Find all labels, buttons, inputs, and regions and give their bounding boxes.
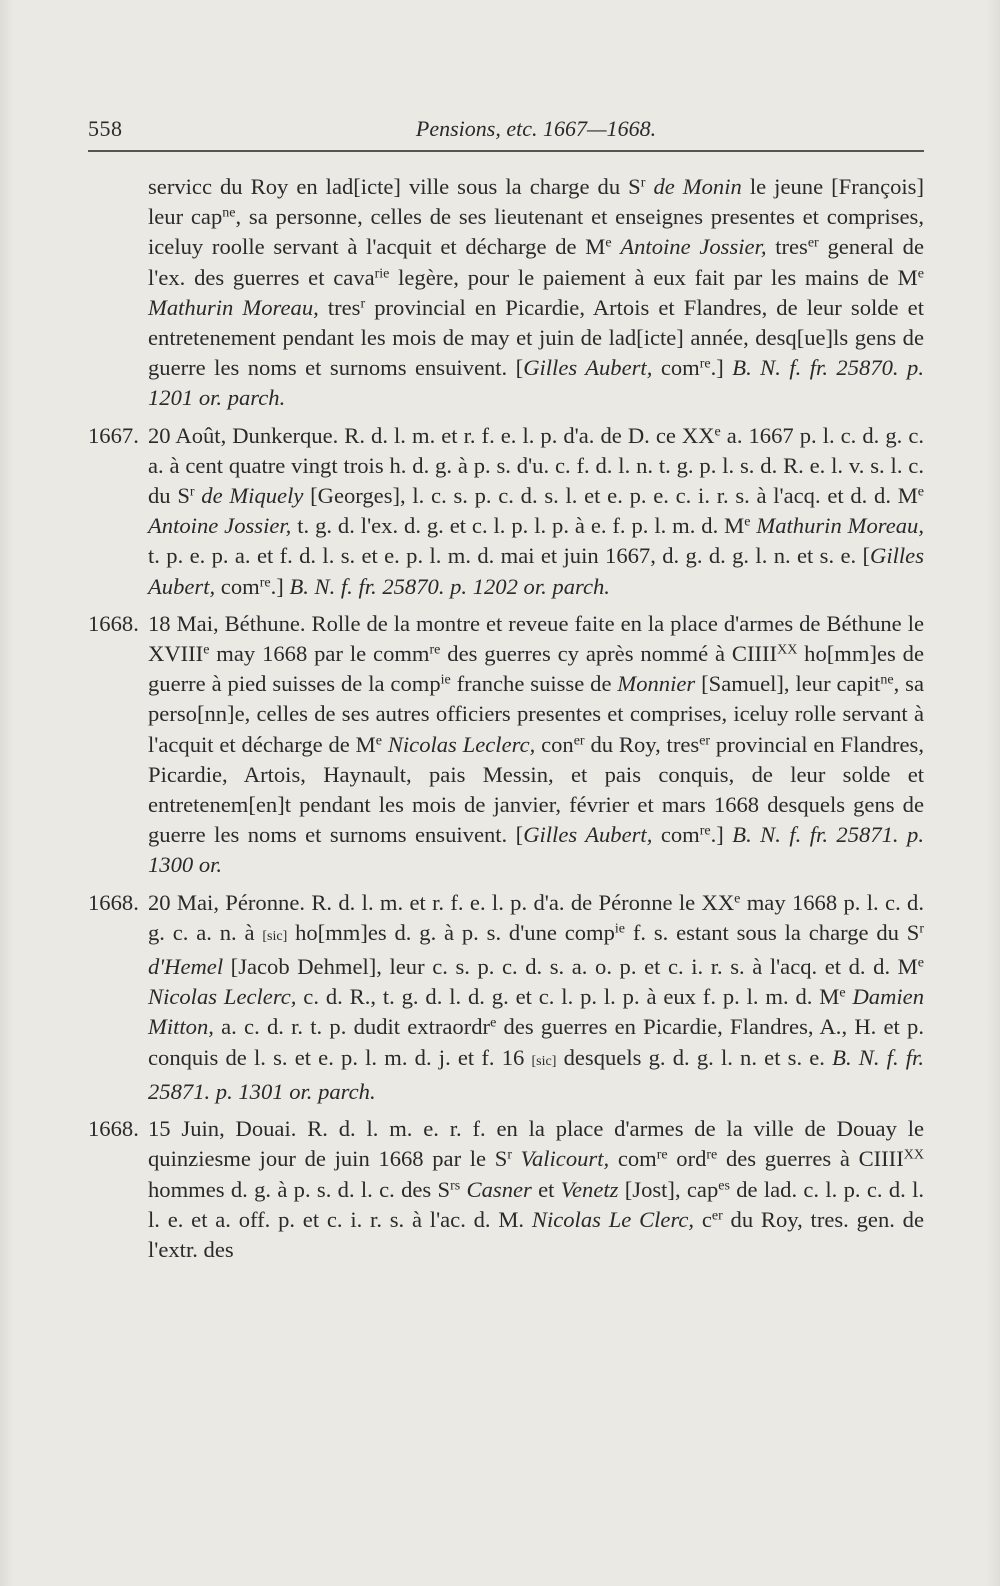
entry-1668-bethune: [88, 609, 924, 881]
entry-year: 1668.: [88, 1116, 139, 1142]
entry-year: 1668.: [88, 889, 139, 915]
header-rule: [88, 150, 924, 152]
entry-1668-douai: [88, 1114, 924, 1265]
entry-text: 20 Mai, Péronne. R. d. l. m. et r. f. e. l. p. d'a. de Péronne le XXe may 1668 p. l. c. d. g. c. a. n. à [sic] ho[mm]es d. g. à p. s. d'une comp$^{ie}$ f. s. estant sous la charge du $S^r$ d'Hemel [Jacob Dehmel], leur c. s. p. c. d. s. a. o. p. et c. i. r. s. à l'acq. et d. d. Me Nicolas Leclerc, c. d. R., t. g. d. l. d. g. et c. l. p. l. p. à eux f. p. l. m. d. Me Damien Mitton, a. c. d. r. t. p. dudit extraordr$^e$ des guerres en Picardie, Flandres, A., H. et p. conquis de l. s. et e. p. l. m. d. j. et f. 16 [sic] desquels g. d. g. l. n. et s. e. B. N. f. fr. 25871. p. 1301 or. parch.: [148, 889, 924, 1104]
entry-1667-dunkerque: [88, 421, 924, 602]
page-number: 558: [88, 116, 123, 141]
entry-text: 20 Août, Dunkerque. R. d. l. m. et r. f. e. l. p. d'a. de D. ce XXe a. 1667 p. l. c. d. g. c. a. à cent quatre vingt trois h. d. g. à p. s. d'u. c. f. d. l. n. t. g. p. l. s. d. R. e. l. v. s. l. c. du $S^r$ de Miquely [Georges], l. c. s. p. c. d. s. l. et e. p. e. c. i. r. s. à l'acq. et d. d. Me Antoine Jossier, t. g. d. l'ex. d. g. et c. l. p. l. p. à e. f. p. l. m. d. Me Mathurin Moreau, t. p. e. p. a. et f. d. l. s. et e. p. l. m. d. mai et juin 1667, d. g. d. g. l. n. et s. e. [Gilles Aubert, com$^{re}$.] B. N. f. fr. 25870. p. 1202 or. parch.: [148, 422, 925, 599]
entry-year: 1668.: [88, 610, 139, 636]
entry-1668-peronne: [88, 888, 924, 1107]
page-body: [88, 172, 924, 1265]
continued-paragraph: servicc du Roy en lad[icte] ville sous la charge du $S^r$ de Monin le jeune [François] leur cap$^{ne}$, sa personne, celles de ses lieutenant et enseignes presentes et comprises, iceluy roolle servant à l'acquit et décharge de Me Antoine Jossier, tres$^{er}$ general de l'ex. des guerres et cava$^{rie}$ legère, pour le paiement à eux fait par les mains de Me Mathurin Moreau, tres$^r$ provincial en Picardie, Artois et Flandres, de leur solde et entretenement pendant les mois de may et juin de lad[icte] année, desq[ue]ls gens de guerre les noms et surnoms ensuivent. [Gilles Aubert, com$^{re}$.] B. N. f. fr. 25870. p. 1201 or. parch.: [148, 174, 924, 411]
entry-text: 15 Juin, Douai. R. d. l. m. e. r. f. en la place d'armes de la ville de Douay le quinziesme jour de juin 1668 par le $S^r$ Valicourt, com$^{re}$ ord$^{re}$ des guerres à $CIIII^{XX}$ hommes d. g. à p. s. d. l. c. des $S^{rs}$ Casner et Venetz [Jost], cap$^{es}$ de lad. c. l. p. c. d. l. l. e. et a. off. p. et c. i. r. s. à l'ac. d. M. Nicolas Le Clerc, $c^{er}$ du Roy, tres. gen. de l'extr. des: [148, 1116, 924, 1262]
page-header: [88, 116, 924, 148]
running-title: Pensions, etc. 1667—1668.: [415, 116, 657, 141]
entry-text: 18 Mai, Béthune. Rolle de la montre et reveue faite en la place d'armes de Béthune le XVIIIe may 1668 par le comm$^{re}$ des guerres cy après nommé à $CIIII^{XX}$ ho[mm]es de guerre à pied suisses de la comp$^{ie}$ franche suisse de Monnier [Samuel], leur capit$^{ne}$, sa perso[nn]e, celles de ses autres officiers presentes et comprises, iceluy rolle servant à l'acquit et décharge de Me Nicolas Leclerc, con$^{er}$ du Roy, tres$^{er}$ provincial en Flandres, Picardie, Artois, Haynault, pais Messin, et pais conquis, de leur solde et entretenem[en]t pendant les mois de janvier, février et mars 1668 desquels gens de guerre les noms et surnoms ensuivent. [Gilles Aubert, com$^{re}$.] B. N. f. fr. 25871. p. 1300 or.: [148, 610, 924, 878]
entry-year: 1667.: [88, 422, 139, 448]
